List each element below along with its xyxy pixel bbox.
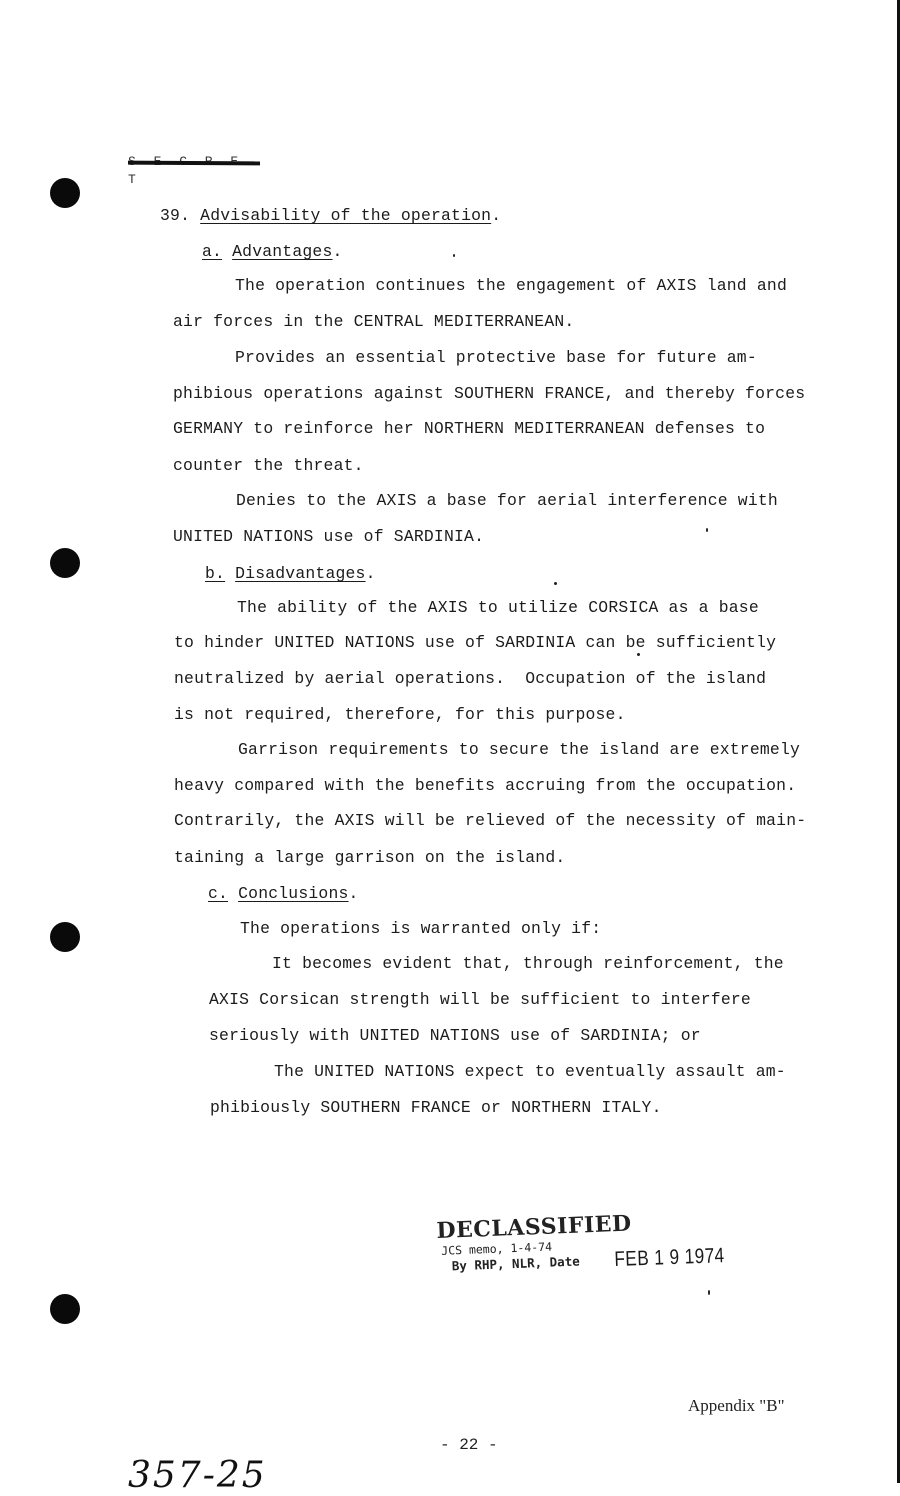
advantages-line: Denies to the AXIS a base for aerial interference with — [236, 491, 778, 510]
conclusions-letter: c. — [208, 884, 229, 903]
disadvantages-letter: b. — [205, 564, 226, 583]
conclusions-title: Conclusions — [238, 884, 349, 903]
section-number: 39. — [160, 206, 191, 225]
advantages-letter: a. — [202, 242, 223, 261]
declassified-stamp — [436, 1211, 633, 1275]
conclusions-line: AXIS Corsican strength will be sufficient to interfere — [209, 990, 751, 1009]
conclusions-line: phibiously SOUTHERN FRANCE or NORTHERN ITALY. — [210, 1098, 662, 1117]
speck — [706, 528, 708, 532]
punch-hole — [50, 1294, 80, 1324]
punch-hole — [50, 922, 80, 952]
classification-mark — [128, 153, 260, 187]
speck — [708, 1290, 710, 1295]
conclusions-line: It becomes evident that, through reinforcement, the — [272, 954, 784, 973]
classification-text: T — [128, 172, 141, 187]
disadvantages-title-end: . — [365, 564, 376, 583]
disadvantages-line: Garrison requirements to secure the island are extremely — [238, 740, 801, 759]
speck — [554, 582, 557, 585]
conclusions-title-end: . — [348, 884, 359, 903]
section-title-end: . — [491, 206, 502, 225]
disadvantages-title: Disadvantages — [235, 564, 366, 583]
advantages-line: UNITED NATIONS use of SARDINIA. — [173, 527, 485, 546]
disadvantages-heading — [205, 564, 376, 584]
stamp-title: DECLASSIFIED — [436, 1210, 633, 1244]
disadvantages-line: is not required, therefore, for this purpose. — [174, 705, 626, 724]
stamp-authority: JCS memo, 1-4-74 — [440, 1239, 553, 1258]
advantages-line: air forces in the CENTRAL MEDITERRANEAN. — [173, 312, 575, 331]
page-number: - 22 - — [440, 1436, 498, 1454]
conclusions-line: The operations is warranted only if: — [240, 919, 602, 938]
handwritten-note: 357-25 — [128, 1455, 267, 1496]
section-title: Advisability of the operation — [200, 206, 492, 225]
classification-strikeout — [128, 161, 260, 166]
advantages-heading — [202, 242, 343, 262]
conclusions-line: The UNITED NATIONS expect to eventually assault am- — [274, 1062, 786, 1081]
conclusions-line: seriously with UNITED NATIONS use of SARDINIA; or — [209, 1026, 701, 1045]
section-heading — [160, 206, 501, 226]
disadvantages-line: to hinder UNITED NATIONS use of SARDINIA can be sufficiently — [174, 633, 777, 652]
speck — [637, 653, 640, 656]
stamp-by: By RHP, NLR, Date — [451, 1253, 580, 1274]
advantages-title-end: . — [332, 242, 343, 261]
conclusions-heading — [208, 884, 359, 904]
disadvantages-line: neutralized by aerial operations. Occupation of the island — [174, 669, 767, 688]
advantages-line: phibious operations against SOUTHERN FRANCE, and thereby forces — [173, 384, 806, 403]
advantages-line: The operation continues the engagement of AXIS land and — [235, 276, 787, 295]
advantages-title: Advantages — [232, 242, 333, 261]
appendix-label: Appendix "B" — [688, 1396, 785, 1415]
speck — [453, 254, 455, 257]
advantages-line: GERMANY to reinforce her NORTHERN MEDITERRANEAN defenses to — [173, 419, 766, 438]
disadvantages-line: The ability of the AXIS to utilize CORSICA as a base — [237, 598, 759, 617]
advantages-line: counter the threat. — [173, 456, 364, 475]
punch-hole — [50, 178, 80, 208]
disadvantages-line: taining a large garrison on the island. — [174, 848, 566, 867]
disadvantages-line: heavy compared with the benefits accruing from the occupation. — [174, 776, 797, 795]
stamp-date: FEB 1 9 1974 — [614, 1244, 725, 1271]
disadvantages-line: Contrarily, the AXIS will be relieved of the necessity of main- — [174, 811, 807, 830]
advantages-line: Provides an essential protective base for future am- — [235, 348, 757, 367]
punch-hole — [50, 548, 80, 578]
